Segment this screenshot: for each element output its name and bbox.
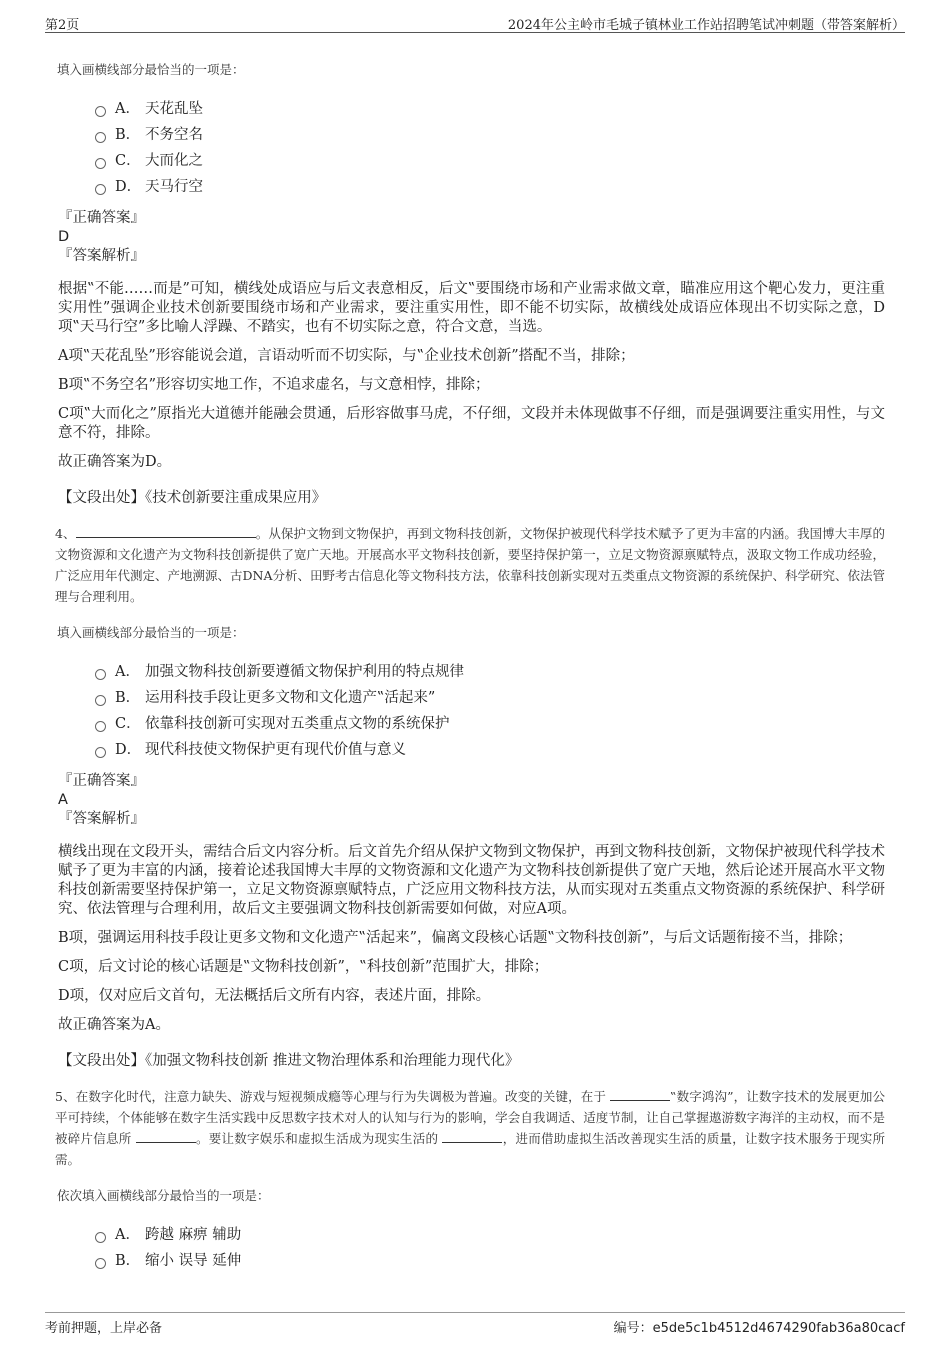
q3-answer: D	[58, 229, 70, 245]
q4-option-d[interactable]: D． 现代科技使文物保护更有现代价值与意义	[95, 737, 885, 763]
q4-analysis-paragraph: 故正确答案为A。	[58, 1017, 170, 1033]
q3-analysis-paragraph: A项‟天花乱坠”形容能说会道，言语动听而不切实际，与‟企业技术创新”搭配不当，排除；	[58, 348, 635, 364]
q3-analysis-paragraph: B项‟不务空名”形容切实地工作，不追求虚名，与文意相悖，排除；	[58, 377, 490, 393]
q4-analysis-paragraph: D项，仅对应后文首句，无法概括后文所有内容，表述片面，排除。	[58, 988, 491, 1004]
radio-icon[interactable]	[95, 1232, 106, 1243]
q4-option-c[interactable]: C． 依靠科技创新可实现对五类重点文物的系统保护	[95, 711, 885, 737]
q3-analysis-paragraph: C项‟大而化之”原指光大道德并能融会贯通，后形容做事马虎，不仔细，文段并未体现做事不仔细，而是强调要注重实用性，与文意不符，排除。	[58, 406, 885, 441]
q5-option-a[interactable]: A． 跨越 麻痹 辅助	[95, 1222, 885, 1248]
q5-option-b[interactable]: B． 缩小 误导 延伸	[95, 1248, 885, 1274]
q3-analysis-label: 『答案解析』	[58, 248, 145, 264]
q4-option-a[interactable]: A． 加强文物科技创新要遵循文物保护利用的特点规律	[95, 659, 885, 685]
radio-icon[interactable]	[95, 106, 106, 117]
q3-answer-label: 『正确答案』	[58, 210, 145, 226]
q4-answer: A	[58, 792, 68, 808]
q4-analysis-label: 『答案解析』	[58, 811, 145, 827]
q5-stem: 5、在数字化时代，注意力缺失、游戏与短视频成瘾等心理与行为失调极为普遍。改变的关键，在于 ‟数字鸿沟”，让数字技术的发展更加公平可持续，个体能够在数字生活实践中反思数字技术对人的认知与行为的影响，学会自我调适、适度节制，让自己掌握遨游数字海洋的主动权，而不是被碎片信息所 。要让数字娱乐和虚拟生活成为现实生活的 ，进而借助虚拟生活改善现实生活的质量，让数字技术服务于现实所需。	[55, 1089, 885, 1167]
blank-line	[610, 1088, 670, 1101]
document-title: 2024年公主岭市毛城子镇林业工作站招聘笔试冲刺题（带答案解析）	[507, 18, 905, 33]
q3-analysis-paragraph: 根据‟不能……而是”可知，横线处成语应与后文表意相反，后文‟要围绕市场和产业需求做文章，瞄准应用这个靶心发力，更注重实用性”强调企业技术创新要围绕市场和产业需求，要注重实用性，即不能不切实际，故横线处成语应体现出不切实际之意，D项‟天马行空”多比喻人浮躁、不踏实，也有不切实际之意，符合文意，当选。	[58, 281, 885, 335]
document-body	[55, 60, 885, 1282]
q4-analysis-paragraph: B项，强调运用科技手段让更多文物和文化遗产‟活起来”，偏离文段核心话题‟文物科技创新”，与后文话题衔接不当，排除；	[58, 930, 853, 946]
q4-analysis-paragraph: 横线出现在文段开头，需结合后文内容分析。后文首先介绍从保护文物到文物保护，再到文物科技创新，文物保护被现代科学技术赋予了更为丰富的内涵，接着论述我国博大丰厚的文物资源和文化遗产为文物科技创新提供了宽广天地，然后论述开展高水平文物科技创新需要坚持保护第一，立足文物资源禀赋特点，广泛应用文物科技方法，从而实现对五类重点文物资源的系统保护、科学研究、依法管理与合理利用，故后文主要强调文物科技创新需要如何做，对应A项。	[58, 844, 885, 917]
radio-icon[interactable]	[95, 1258, 106, 1269]
q3-option-c[interactable]: C． 大而化之	[95, 148, 885, 174]
radio-icon[interactable]	[95, 132, 106, 143]
page-footer	[45, 1312, 905, 1336]
q4-answer-label: 『正确答案』	[58, 773, 145, 789]
q4-analysis-paragraph: C项，后文讨论的核心话题是‟文物科技创新”，‟科技创新”范围扩大，排除；	[58, 959, 549, 975]
radio-icon[interactable]	[95, 747, 106, 758]
q4-options	[95, 659, 885, 763]
page-header	[45, 12, 905, 33]
q4-stem: 4、 。从保护文物到文物保护，再到文物科技创新，文物保护被现代科学技术赋予了更为丰富的内涵。我国博大丰厚的文物资源和文化遗产为文物科技创新提供了宽广天地。开展高水平文物科技创新，要坚持保护第一，立足文物资源禀赋特点，汲取文物工作成功经验，广泛应用年代测定、产地溯源、古DNA分析、田野考古信息化等文物科技方法，依靠科技创新实现对五类重点文物资源的系统保护、科学研究、依法管理与合理利用。	[55, 526, 885, 604]
footer-slogan: 考前押题，上岸必备	[45, 1321, 163, 1336]
radio-icon[interactable]	[95, 695, 106, 706]
q5-prompt: 依次填入画横线部分最恰当的一项是：	[57, 1188, 270, 1203]
q4-prompt: 填入画横线部分最恰当的一项是：	[57, 625, 245, 640]
radio-icon[interactable]	[95, 669, 106, 680]
blank-line	[136, 1130, 196, 1143]
page-number: 第2页	[45, 18, 80, 33]
q3-analysis-paragraph: 故正确答案为D。	[58, 454, 172, 470]
q3-option-a[interactable]: A． 天花乱坠	[95, 96, 885, 122]
radio-icon[interactable]	[95, 184, 106, 195]
q4-option-b[interactable]: B． 运用科技手段让更多文物和文化遗产‟活起来”	[95, 685, 885, 711]
q3-option-d[interactable]: D． 天马行空	[95, 174, 885, 200]
q4-source: 【文段出处】《加强文物科技创新 推进文物治理体系和治理能力现代化》	[58, 1053, 520, 1069]
q3-prompt: 填入画横线部分最恰当的一项是：	[57, 62, 245, 77]
q5-options	[95, 1222, 885, 1274]
q3-source: 【文段出处】《技术创新要注重成果应用》	[58, 490, 327, 506]
radio-icon[interactable]	[95, 158, 106, 169]
q3-options	[95, 96, 885, 200]
radio-icon[interactable]	[95, 721, 106, 732]
blank-line	[442, 1130, 502, 1143]
document-code: 编号：e5de5c1b4512d4674290fab36a80cacf	[613, 1321, 905, 1336]
blank-line	[76, 525, 256, 538]
q3-option-b[interactable]: B． 不务空名	[95, 122, 885, 148]
